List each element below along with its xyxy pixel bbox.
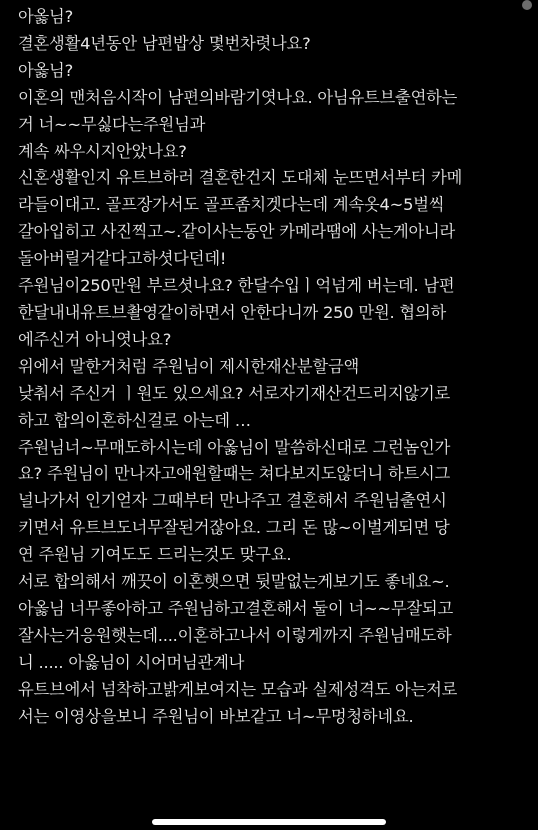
comment-line: 유트브에서 넘착하고밝게보여지는 모습과 실제성격도 아는저로 [18,679,458,699]
comment-line: 주원님너~무매도하시는데 아옳님이 말씀하신대로 그런놈인가 [18,437,451,457]
comment-line: 이혼의 맨처음시작이 남편의바람기엿나요. 아님유트브출연하는 [18,87,458,107]
comment-line: 낮춰서 주신거 ㅣ원도 있으세요? 서로자기재산건드리지않기로 [18,383,451,403]
comment-line: 결혼생활4년동안 남편밥상 몇번차렷나요? [18,33,311,53]
comment-line: 연 주원님 기여도도 드리는것도 맞구요. [18,545,292,565]
home-indicator[interactable] [152,819,386,825]
comment-line: 잘사는거응원햇는데....이혼하고나서 이렇게까지 주원님매도하 [18,625,452,645]
comment-line: 거 너~~무싫다는주원님과 [18,114,206,134]
comment-line: 위에서 말한거처럼 주원님이 제시한재산분할금액 [18,356,360,376]
comment-line: 갈아입히고 사진찍고~.같이사는동안 카메라땜에 사는게아니라 [18,222,456,242]
comment-line: 라들이대고. 골프장가서도 골프좀치겟다는데 계속옷4~5벌씩 [18,195,445,215]
comment-line: 에주신거 아니엿나요? [18,329,172,349]
comment-line: 계속 싸우시지안았나요? [18,141,187,161]
comment-line: 니 ..... 아옳님이 시어머님관계나 [18,652,245,672]
comment-body [18,4,533,730]
comment-line: 아옳님? [18,60,74,80]
comment-line: 아옳님? [18,7,74,26]
comment-line: 널나가서 인기얻자 그때부터 만나주고 결혼해서 주원님출연시 [18,491,447,511]
comment-line: 키면서 유트브도너무잘된거잖아요. 그리 돈 많~이벌게되면 당 [18,518,450,538]
comment-line: 신혼생활인지 유트브하러 결혼한건지 도대체 눈뜨면서부터 카메 [18,168,463,188]
comment-line: 한달내내유트브촬영같이하면서 안한다니까 250 만원. 협의하 [18,302,447,322]
comment-line: 하고 합의이혼하신걸로 아는데 … [18,410,251,430]
comment-line: 돌아버릴거같다고하셧다던데! [18,249,227,269]
comment-line: 주원님이250만원 부르셧나요? 한달수입ㅣ억넘게 버는데. 남편 [18,276,455,296]
comment-line: 서는 이영상을보니 주원님이 바보같고 너~무멍청하네요. [18,706,414,726]
comment-line: 아옳님 너무좋아하고 주원님하고결혼해서 둘이 너~~무잘되고 [18,598,453,618]
comment-line: 서로 합의해서 깨끗이 이혼햇으면 뒷말없는게보기도 좋네요~. [18,572,450,592]
comment-line: 요? 주원님이 만나자고애원할때는 쳐다보지도않더니 하트시그 [18,464,451,484]
